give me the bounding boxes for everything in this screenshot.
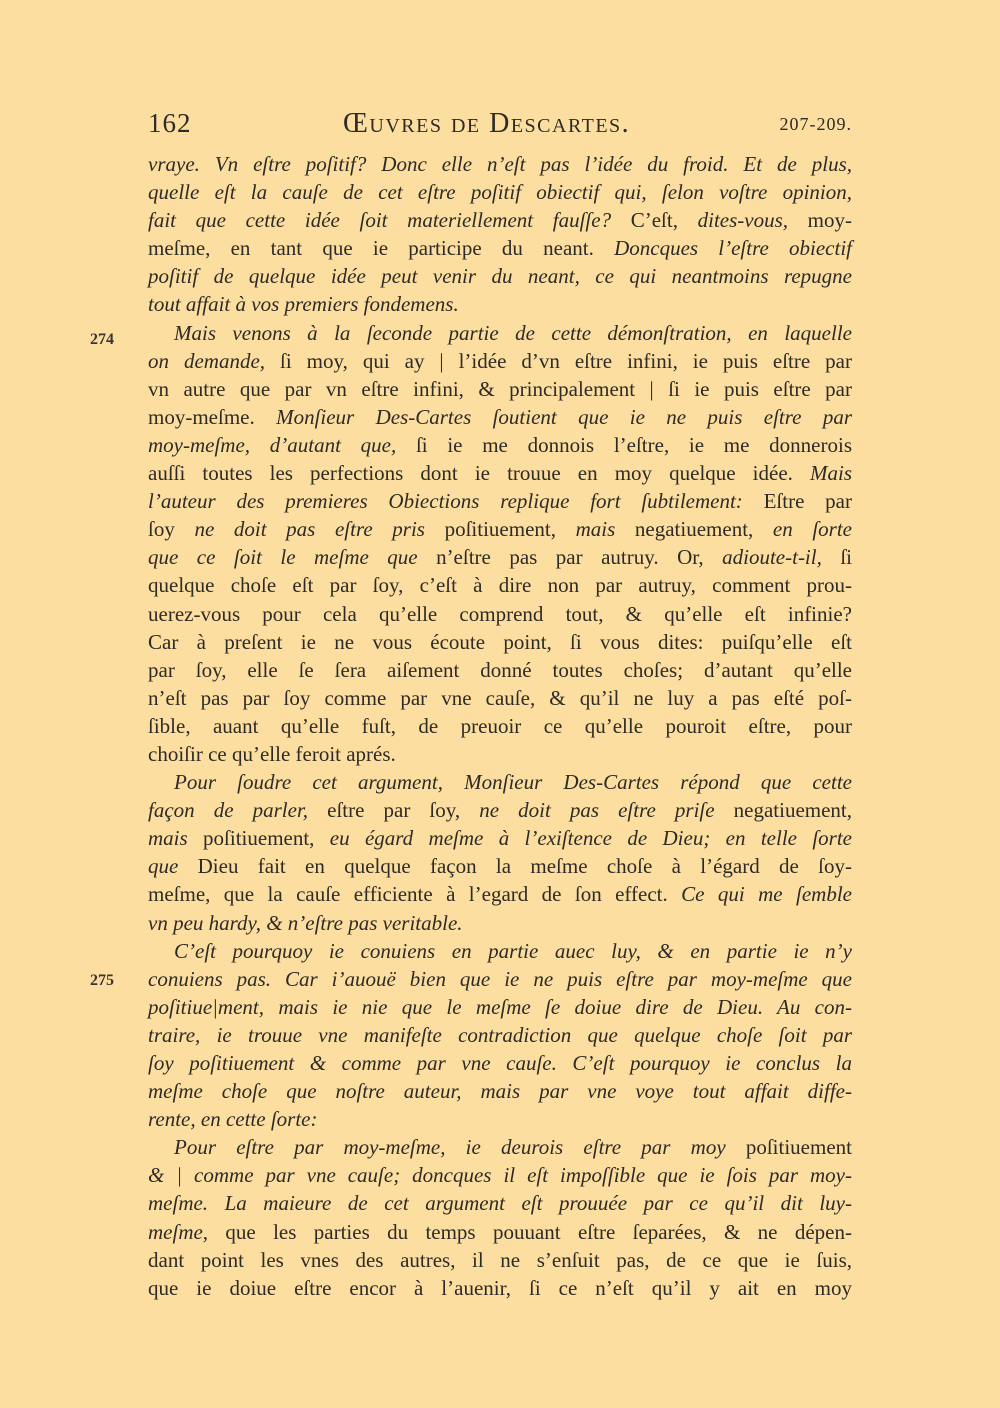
text-line	[148, 1189, 852, 1217]
italic-text: dites-vous,	[697, 208, 789, 233]
italic-text: vn peu hardy, & n’eſtre pas veritable.	[148, 910, 463, 935]
italic-text: mais	[575, 517, 616, 542]
text-line	[148, 965, 852, 993]
italic-text: meſme. La maieure de cet argument eſt prouuée par ce qu’il dit luy-	[148, 1191, 852, 1216]
italic-text: moy-meſme, d’autant que,	[148, 432, 397, 457]
roman-text: auſſi toutes les perfections dont ie trouue en moy quelque idée.	[148, 461, 810, 486]
running-title: Œuvres de Descartes.	[343, 108, 631, 139]
italic-text: Pour ſoudre cet argument, Monſieur Des-Cartes répond que cette	[174, 770, 852, 795]
text-line	[148, 375, 852, 403]
italic-text: Doncques l’eſtre obiectif	[614, 236, 852, 261]
roman-text: Eſtre par	[742, 489, 852, 514]
italic-text: poſitif de quelque idée peut venir du neant, ce qui neantmoins repugne	[148, 264, 852, 289]
italic-text: Pour eſtre par moy-meſme, ie deurois eſtre par moy	[174, 1135, 726, 1160]
roman-text: ſible, auant qu’elle fuſt, de preuoir ce qu’elle pouroit eſtre, pour	[148, 713, 852, 738]
roman-text: moy-	[788, 208, 853, 233]
text-line	[148, 290, 852, 318]
roman-text: Dieu fait en quelque façon la meſme choſe à l’égard de ſoy-	[178, 854, 852, 879]
roman-text: que les parties du temps pouuant eſtre ſeparées, & ne dépen-	[208, 1219, 852, 1244]
italic-text: vraye. Vn eſtre poſitif? Donc elle n’eſt pas l’idée du froid. Et de plus,	[148, 152, 852, 176]
text-line	[148, 403, 852, 431]
roman-text: vn autre que par vn eſtre infini, & principalement | ſi ie puis eſtre par	[148, 376, 852, 401]
text-line	[148, 206, 852, 234]
text-line	[148, 1246, 852, 1274]
text-line	[148, 1161, 852, 1189]
text-line	[148, 740, 852, 768]
text-line	[148, 600, 852, 628]
italic-text: Ce qui me ſemble	[681, 882, 853, 907]
text-line	[148, 712, 852, 740]
italic-text: façon de parler,	[148, 798, 309, 823]
roman-text: meſme, en tant que ie participe du neant.	[148, 236, 615, 261]
italic-text: Mais	[810, 461, 852, 486]
italic-text: ne doit pas eſtre priſe	[479, 798, 715, 823]
text-line	[148, 937, 852, 965]
italic-text: poſitiue|ment, mais ie nie que le meſme ſe doiue dire de Dieu. Au con-	[148, 994, 852, 1019]
italic-text: l’auteur des premieres Obiections replique fort ſubtilement:	[148, 489, 743, 514]
text-line	[148, 1049, 852, 1077]
text-line	[148, 824, 852, 852]
text-line	[148, 656, 852, 684]
text-line	[148, 543, 852, 571]
roman-text: meſme, que la cauſe efficiente à l’egard de ſon effect.	[148, 882, 682, 907]
text-line	[148, 1218, 852, 1246]
roman-text: par ſoy, elle ſe ſera aiſement donné toutes choſes; d’autant qu’elle	[148, 657, 852, 682]
text-line	[148, 1274, 852, 1302]
text-line	[148, 487, 852, 515]
roman-text: ſi	[821, 545, 852, 570]
roman-text: negatiuement,	[615, 517, 773, 542]
roman-text: negatiuement,	[714, 798, 853, 823]
text-line	[148, 150, 852, 178]
italic-text: conuiens pas. Car i’auouë bien que ie ne puis eſtre par moy-meſme que	[148, 966, 852, 991]
text-line	[148, 1021, 852, 1049]
text-line	[148, 571, 852, 599]
italic-text: que	[148, 854, 179, 879]
text-line	[148, 515, 852, 543]
roman-text: Car à preſent ie ne vous écoute point, ſi vous dites: puiſqu’elle eſt	[148, 629, 852, 654]
roman-text: n’eſtre pas par autruy. Or,	[417, 545, 723, 570]
page-number: 162	[148, 108, 192, 138]
margin-line-number: 274	[90, 331, 114, 348]
text-line	[148, 796, 852, 824]
text-line	[148, 1133, 852, 1161]
italic-text: & | comme par vne cauſe; doncques il eſt impoſſible que ie ſois par moy-	[148, 1163, 852, 1188]
roman-text: choiſir ce qu’elle feroit aprés.	[148, 741, 396, 766]
italic-text: Monſieur Des-Cartes ſoutient que ie ne puis eſtre par	[276, 404, 852, 429]
italic-text: on demande,	[148, 348, 266, 373]
roman-text: ſi ie me donnois l’eſtre, ie me donnerois	[396, 432, 852, 457]
italic-text: meſme,	[148, 1219, 209, 1244]
italic-text: traire, ie trouue vne manifeſte contradiction que quelque choſe ſoit par	[148, 1022, 852, 1047]
italic-text: ne doit pas eſtre pris	[194, 517, 425, 542]
text-line	[148, 234, 852, 262]
roman-text: poſitiuement,	[424, 517, 576, 542]
italic-text: ſoy poſitiuement & comme par vne cauſe. C’eſt pourquoy ie conclus la	[148, 1051, 852, 1075]
roman-text: poſitiuement,	[187, 826, 330, 851]
roman-text: moy-meſme.	[148, 404, 277, 429]
text-line	[148, 1105, 852, 1133]
roman-text: uerez-vous pour cela qu’elle comprend tout, & qu’elle eſt infinie?	[148, 601, 852, 626]
roman-text: poſitiuement	[725, 1135, 852, 1160]
italic-text: tout affait à vos premiers fondemens.	[148, 292, 459, 317]
roman-text: quelque choſe eſt par ſoy, c’eſt à dire non par autruy, comment prou-	[148, 573, 852, 598]
italic-text: rente, en cette ſorte:	[148, 1107, 318, 1132]
text-line	[148, 768, 852, 796]
roman-text: que ie doiue eſtre encor à l’auenir, ſi ce n’eſt qu’il y ait en moy	[148, 1275, 852, 1300]
text-line	[148, 993, 852, 1021]
italic-text: eu égard meſme à l’exiſtence de Dieu; en telle ſorte	[329, 826, 852, 851]
text-line	[148, 319, 852, 347]
text-line	[148, 178, 852, 206]
roman-text: n’eſt pas par ſoy comme par vne cauſe, & qu’il ne luy a pas eſté poſ-	[148, 685, 852, 710]
italic-text: quelle eſt la cauſe de cet eſtre poſitif obiectif qui, ſelon voſtre opinion,	[148, 180, 852, 205]
italic-text: mais	[148, 826, 188, 851]
roman-text: ſoy	[148, 517, 195, 542]
text-line	[148, 880, 852, 908]
margin-line-number: 275	[90, 972, 114, 989]
italic-text: en ſorte	[772, 517, 853, 542]
italic-text: Mais venons à la ſeconde partie de cette démonſtration, en laquelle	[174, 320, 852, 345]
italic-text: fait que cette idée ſoit materiellement fauſſe?	[148, 208, 612, 233]
text-line	[148, 459, 852, 487]
text-line	[148, 684, 852, 712]
text-line	[148, 852, 852, 880]
roman-text: dant point les vnes des autres, il ne s’enſuit pas, de ce que ie ſuis,	[148, 1247, 852, 1272]
text-line	[148, 262, 852, 290]
italic-text: meſme choſe que noſtre auteur, mais par vne voye tout affait diffe-	[148, 1079, 852, 1104]
roman-text: ſi moy, qui ay | l’idée d’vn eſtre infini, ie puis eſtre par	[265, 348, 852, 373]
page-range: 207-209.	[779, 114, 852, 134]
italic-text: adioute-t-il,	[722, 545, 822, 570]
text-line	[148, 909, 852, 937]
text-line	[148, 628, 852, 656]
italic-text: C’eſt pourquoy ie conuiens en partie auec luy, & en partie ie n’y	[174, 938, 852, 963]
text-line	[148, 347, 852, 375]
page-header	[148, 108, 852, 142]
italic-text: que ce ſoit le meſme que	[148, 545, 418, 570]
text-line	[148, 431, 852, 459]
roman-text: C’eſt,	[611, 208, 698, 233]
text-line	[148, 1077, 852, 1105]
roman-text: eſtre par ſoy,	[308, 798, 480, 823]
body-text	[148, 150, 852, 1302]
